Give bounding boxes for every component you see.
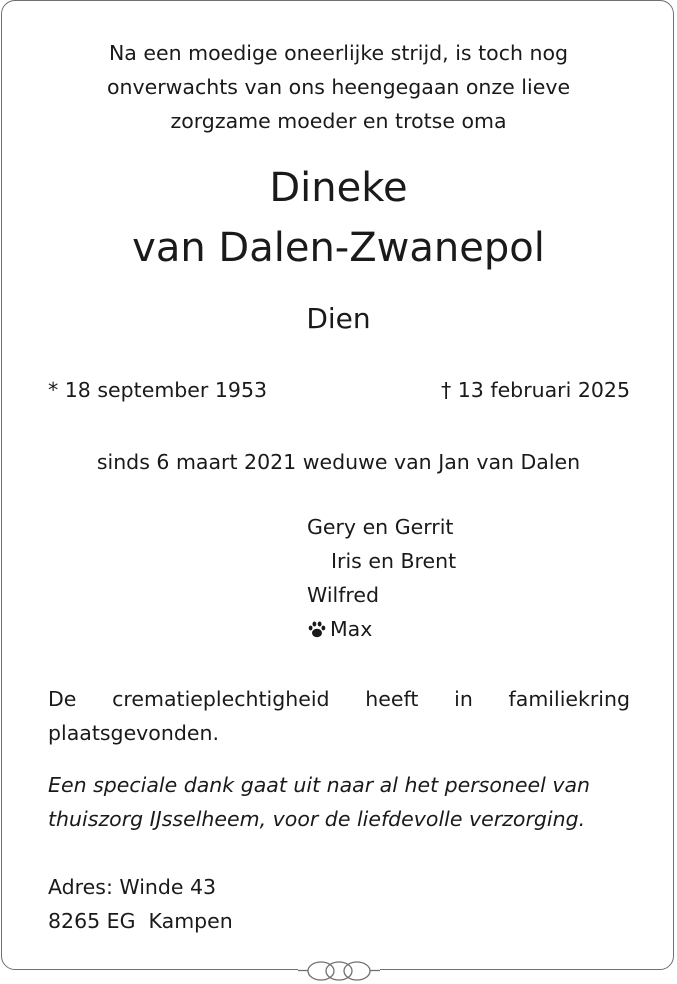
deceased-full-name: van Dalen-Zwanepol	[132, 225, 545, 271]
pet-line	[307, 612, 372, 646]
family-line: Wilfred	[307, 583, 380, 607]
birth-date: * 18 september 1953	[48, 378, 268, 402]
nickname: Dien	[306, 302, 371, 335]
widow-line: sinds 6 maart 2021 weduwe van Jan van Dalen	[96, 450, 581, 474]
family-line: Gery en Gerrit	[307, 515, 454, 539]
intro-line: onverwachts van ons heengegaan onze lieve	[106, 75, 571, 99]
ornament-rings-icon	[298, 958, 380, 984]
deceased-first-name: Dineke	[269, 165, 408, 211]
pet-name: Max	[330, 617, 373, 641]
cremation-line: plaatsgevonden.	[48, 721, 219, 745]
address-line: 8265 EG Kampen	[48, 909, 233, 933]
intro-text	[0, 36, 677, 138]
death-date: † 13 februari 2025	[440, 378, 630, 402]
intro-line: Na een moedige oneerlijke strijd, is toch nog	[108, 41, 569, 65]
thanks-paragraph	[48, 768, 630, 836]
paw-icon	[307, 619, 327, 639]
cremation-paragraph	[48, 682, 630, 750]
thanks-line: Een speciale dank gaat uit naar al het personeel van	[48, 773, 591, 797]
intro-line: zorgzame moeder en trotse oma	[170, 109, 507, 133]
thanks-line: thuiszorg IJsselheem, voor de liefdevolle verzorging.	[48, 807, 586, 831]
cremation-line: De crematieplechtigheid heeft in familiekring	[48, 687, 630, 711]
family-line: Iris en Brent	[331, 549, 457, 573]
address-line: Adres: Winde 43	[48, 875, 217, 899]
